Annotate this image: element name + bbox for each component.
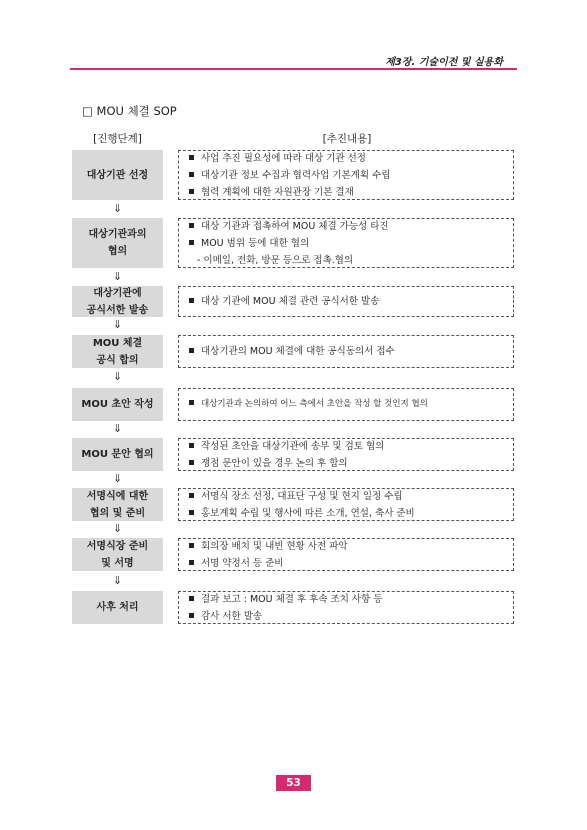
step-box	[72, 218, 163, 268]
section-title: □ MOU 체결 SOP	[82, 104, 177, 118]
content-item: MOU 범위 등에 대한 협의	[189, 235, 513, 252]
step-box	[72, 286, 163, 317]
bullet-icon	[189, 223, 194, 228]
bullet-icon	[189, 596, 194, 601]
content-item: 결과 보고 : MOU 체결 후 후속 조치 사항 등	[189, 591, 513, 608]
step-box	[72, 538, 163, 571]
content-item: 서명식 장소 선정, 대표단 구성 및 현지 일정 수립	[189, 488, 513, 505]
bullet-icon	[189, 560, 194, 565]
down-arrow-icon: ⇓	[113, 472, 123, 485]
step-label: MOU 초안 작성	[81, 399, 154, 410]
content-item: 협력 계획에 대한 자원관장 기본 결재	[189, 184, 513, 201]
step-content	[178, 218, 514, 268]
down-arrow-icon: ⇓	[113, 370, 123, 383]
step-content	[178, 388, 514, 421]
bullet-icon	[189, 155, 194, 160]
down-arrow-icon: ⇓	[113, 522, 123, 535]
step-label: 서명식장 준비 및 서명	[86, 540, 149, 569]
down-arrow-icon: ⇓	[113, 422, 123, 435]
down-arrow-icon: ⇓	[113, 574, 123, 587]
step-label: 사후 처리	[96, 602, 139, 613]
page-number: 53	[276, 775, 311, 791]
step-content	[178, 150, 514, 200]
bullet-icon	[189, 189, 194, 194]
bullet-icon	[189, 493, 194, 498]
content-item: 홍보계획 수립 및 행사에 따른 소개, 연설, 축사 준비	[189, 505, 513, 522]
step-content	[178, 286, 514, 317]
content-subitem: - 이메일, 전화, 방문 등으로 접촉.협의	[197, 254, 354, 266]
content-item: 회의장 배치 및 내빈 현황 사전 파악	[189, 538, 513, 555]
header-rule	[70, 68, 517, 70]
bullet-icon	[189, 400, 194, 405]
bullet-icon	[189, 348, 194, 353]
content-item: 서명 약정서 등 준비	[189, 555, 513, 572]
step-box	[72, 488, 163, 521]
step-content	[178, 591, 514, 624]
content-item: 대상기관의 MOU 체결에 대한 공식동의서 접수	[189, 343, 513, 360]
step-label: MOU 문안 협의	[81, 449, 154, 460]
step-box	[72, 591, 163, 624]
step-content	[178, 335, 514, 368]
down-arrow-icon: ⇓	[113, 270, 123, 283]
bullet-icon	[189, 543, 194, 548]
content-item: 쟁점 문안이 있을 경우 논의 후 합의	[189, 455, 513, 472]
step-box	[72, 335, 163, 368]
content-item: 사업 추진 필요성에 따라 대상 기관 선정	[189, 150, 513, 167]
bullet-icon	[189, 172, 194, 177]
step-box	[72, 388, 163, 421]
step-content	[178, 438, 514, 471]
step-box	[72, 150, 163, 200]
bullet-icon	[189, 240, 194, 245]
content-item: 대상 기관에 MOU 체결 관련 공식서한 발송	[189, 293, 513, 310]
column-header-content: [추진내용]	[322, 133, 372, 145]
bullet-icon	[189, 443, 194, 448]
step-box	[72, 438, 163, 471]
step-label: MOU 체결 공식 합의	[92, 337, 143, 366]
content-item: 대상기관과 논의하여 어느 측에서 초안을 작성 할 것인지 협의	[189, 396, 513, 413]
content-item: 대상기관 정보 수집과 협력사업 기본계획 수립	[189, 167, 513, 184]
step-label: 서명식에 대한 협의 및 준비	[86, 490, 149, 519]
content-item: 대상 기관과 접촉하여 MOU 체결 가능성 타진	[189, 218, 513, 235]
content-item: 작성된 초안을 대상기관에 송부 및 검토 협의	[189, 438, 513, 455]
bullet-icon	[189, 298, 194, 303]
bullet-icon	[189, 460, 194, 465]
bullet-icon	[189, 613, 194, 618]
step-label: 대상기관과의 협의	[88, 229, 147, 257]
chapter-header: 제3장. 기술이전 및 실용화	[385, 57, 503, 68]
column-header-stage: [진행단계]	[93, 133, 142, 145]
step-label: 대상기관 선정	[86, 169, 149, 181]
step-label: 대상기관에 공식서한 발송	[86, 287, 149, 316]
step-content	[178, 538, 514, 571]
content-item: 감사 서한 발송	[189, 608, 513, 625]
down-arrow-icon: ⇓	[113, 202, 123, 215]
bullet-icon	[189, 510, 194, 515]
down-arrow-icon: ⇓	[113, 318, 123, 331]
step-content	[178, 488, 514, 521]
